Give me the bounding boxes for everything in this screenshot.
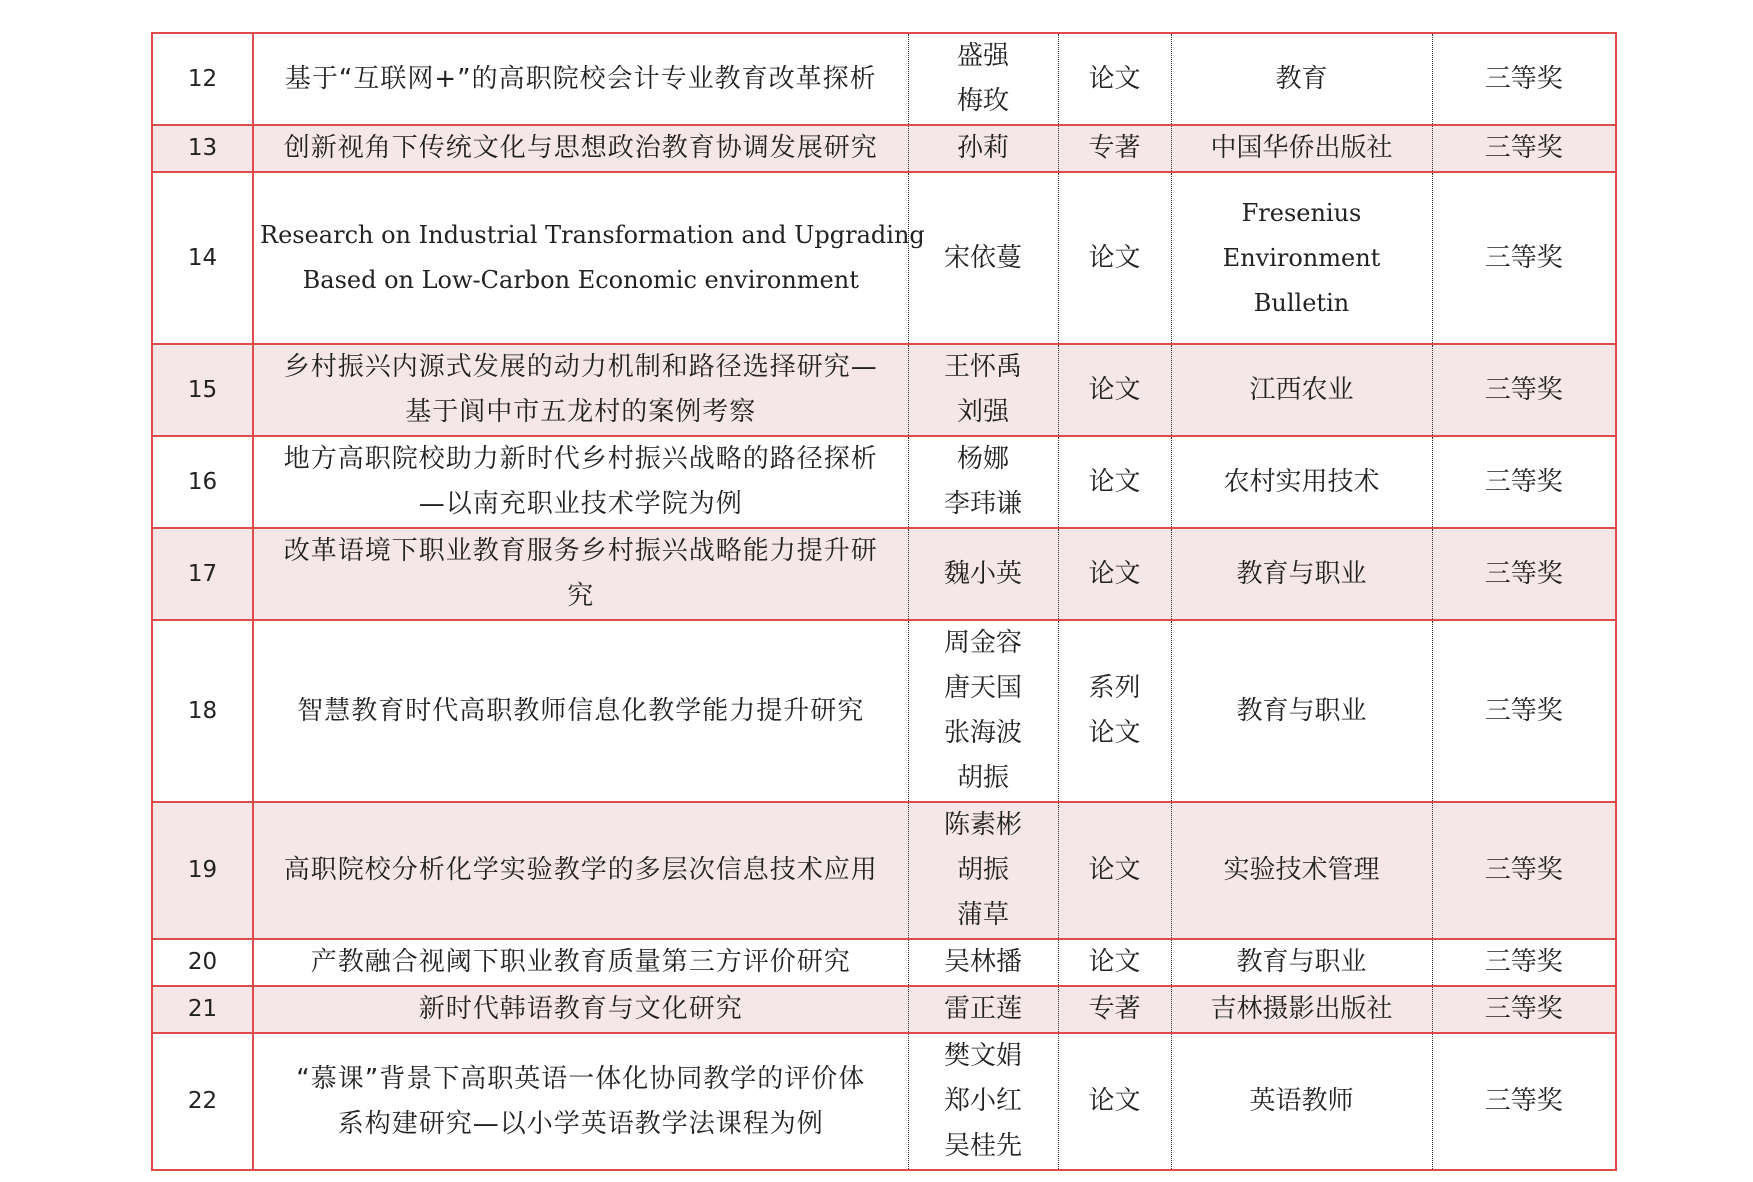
authors-line: 刘强: [956, 397, 1009, 427]
work-type: [1058, 986, 1171, 1033]
work-type-line: 论文: [1088, 63, 1141, 94]
authors: [908, 172, 1058, 344]
award-level: 三等奖: [1432, 939, 1616, 986]
work-type: [1058, 172, 1171, 344]
publisher-venue: [1171, 436, 1432, 528]
authors-line: 唐天国: [943, 673, 1022, 703]
work-type-line: 论文: [1088, 947, 1141, 977]
work-type-line: 专著: [1088, 994, 1141, 1024]
work-type: [1058, 939, 1171, 986]
publisher-venue-line: 江西农业: [1249, 374, 1354, 405]
table-row: [152, 125, 1616, 172]
authors-line: 李玮谦: [943, 489, 1022, 519]
authors-line: 孙莉: [956, 133, 1009, 163]
work-title-line: 创新视角下传统文化与思想政治教育协调发展研究: [283, 133, 878, 163]
table-row: [152, 172, 1616, 344]
authors-line: 魏小英: [943, 558, 1022, 589]
publisher-venue: [1171, 125, 1432, 172]
authors: [908, 528, 1058, 620]
table-row: [152, 344, 1616, 436]
work-type: [1058, 125, 1171, 172]
table-row: [152, 1033, 1616, 1170]
work-title-line: 基于“互联网+”的高职院校会计专业教育改革探析: [284, 63, 877, 94]
work-title-line: 地方高职院校助力新时代乡村振兴战略的路径探析: [283, 444, 878, 474]
row-number: 15: [152, 344, 253, 436]
authors: [908, 33, 1058, 125]
publisher-venue-line: 吉林摄影出版社: [1210, 994, 1393, 1024]
publisher-venue-line: 教育: [1275, 63, 1328, 94]
award-level: 三等奖: [1432, 344, 1616, 436]
authors-line: 雷正莲: [943, 994, 1022, 1024]
table-row: [152, 986, 1616, 1033]
work-title-line: “慕课”背景下高职英语一体化协同教学的评价体: [296, 1063, 866, 1094]
row-number: 22: [152, 1033, 253, 1170]
work-title-line: 究: [567, 581, 595, 611]
publisher-venue: [1171, 172, 1432, 344]
publisher-venue: [1171, 33, 1432, 125]
work-title: [253, 802, 908, 939]
work-type-line: 论文: [1088, 718, 1141, 748]
row-number: 18: [152, 620, 253, 802]
work-title-line: 高职院校分析化学实验教学的多层次信息技术应用: [283, 855, 878, 885]
work-title: [253, 1033, 908, 1170]
publisher-venue-line: Environment: [1222, 243, 1381, 272]
authors-line: 王怀禹: [943, 352, 1022, 382]
publisher-venue-line: Bulletin: [1253, 288, 1350, 317]
work-title: [253, 436, 908, 528]
work-title-line: —以南充职业技术学院为例: [418, 489, 743, 519]
work-title: [253, 986, 908, 1033]
authors-line: 郑小红: [943, 1086, 1022, 1116]
work-title: [253, 33, 908, 125]
award-level: 三等奖: [1432, 436, 1616, 528]
work-title-line: 改革语境下职业教育服务乡村振兴战略能力提升研: [283, 536, 878, 566]
authors-line: 胡振: [956, 763, 1009, 793]
table-row: [152, 802, 1616, 939]
authors-line: 周金容: [943, 628, 1022, 658]
publisher-venue-line: 农村实用技术: [1223, 466, 1380, 497]
work-title: [253, 620, 908, 802]
authors: [908, 1033, 1058, 1170]
work-type: [1058, 802, 1171, 939]
authors-line: 杨娜: [956, 444, 1009, 474]
publisher-venue-line: 实验技术管理: [1223, 855, 1380, 885]
work-title: [253, 125, 908, 172]
work-title: [253, 344, 908, 436]
table-row: [152, 436, 1616, 528]
work-title-line: 乡村振兴内源式发展的动力机制和路径选择研究—: [283, 352, 878, 382]
work-title-line: 基于阆中市五龙村的案例考察: [405, 397, 757, 427]
table-row: [152, 33, 1616, 125]
row-number: 17: [152, 528, 253, 620]
work-type-line: 论文: [1088, 558, 1141, 589]
work-title-line: Research on Industrial Transformation and Upgrading: [260, 221, 925, 249]
row-number: 14: [152, 172, 253, 344]
publisher-venue-line: 教育与职业: [1236, 695, 1367, 726]
authors-line: 樊文娟: [943, 1041, 1022, 1071]
table-row: [152, 939, 1616, 986]
award-level: 三等奖: [1432, 986, 1616, 1033]
work-title-line: 产教融合视阈下职业教育质量第三方评价研究: [310, 947, 851, 977]
work-title: [253, 528, 908, 620]
award-level: 三等奖: [1432, 33, 1616, 125]
authors: [908, 939, 1058, 986]
row-number: 21: [152, 986, 253, 1033]
publisher-venue-line: 中国华侨出版社: [1210, 133, 1393, 163]
authors: [908, 125, 1058, 172]
work-type: [1058, 620, 1171, 802]
work-type-line: 论文: [1088, 1086, 1141, 1116]
work-type-line: 论文: [1088, 242, 1141, 273]
award-level: 三等奖: [1432, 125, 1616, 172]
authors-line: 吴桂先: [943, 1131, 1022, 1161]
row-number: 19: [152, 802, 253, 939]
publisher-venue-line: Fresenius: [1241, 198, 1362, 227]
work-title-line: 系构建研究—以小学英语教学法课程为例: [337, 1108, 824, 1139]
work-type-line: 专著: [1088, 133, 1141, 163]
work-type-line: 系列: [1088, 673, 1141, 703]
publisher-venue: [1171, 939, 1432, 986]
awards-table: [151, 32, 1617, 1171]
authors-line: 陈素彬: [943, 810, 1022, 840]
authors: [908, 620, 1058, 802]
award-level: 三等奖: [1432, 1033, 1616, 1170]
row-number: 13: [152, 125, 253, 172]
work-type: [1058, 1033, 1171, 1170]
authors-line: 盛强: [956, 41, 1009, 71]
authors: [908, 802, 1058, 939]
authors-line: 胡振: [956, 855, 1009, 885]
publisher-venue-line: 教育与职业: [1236, 558, 1367, 589]
work-title-line: 新时代韩语教育与文化研究: [418, 994, 743, 1024]
work-title: [253, 939, 908, 986]
work-type: [1058, 33, 1171, 125]
authors-line: 蒲草: [956, 900, 1009, 930]
table-row: [152, 528, 1616, 620]
work-type: [1058, 436, 1171, 528]
work-type: [1058, 344, 1171, 436]
publisher-venue: [1171, 1033, 1432, 1170]
work-title-line: 智慧教育时代高职教师信息化教学能力提升研究: [297, 695, 865, 726]
award-level: 三等奖: [1432, 620, 1616, 802]
table-body: [152, 33, 1616, 1170]
authors: [908, 986, 1058, 1033]
work-type: [1058, 528, 1171, 620]
row-number: 20: [152, 939, 253, 986]
table-row: [152, 620, 1616, 802]
authors: [908, 344, 1058, 436]
publisher-venue: [1171, 802, 1432, 939]
authors-line: 宋依蔓: [943, 242, 1022, 273]
publisher-venue: [1171, 528, 1432, 620]
row-number: 16: [152, 436, 253, 528]
publisher-venue: [1171, 620, 1432, 802]
work-type-line: 论文: [1088, 374, 1141, 405]
work-title: [253, 172, 925, 344]
publisher-venue: [1171, 344, 1432, 436]
authors-line: 吴林播: [943, 947, 1022, 977]
authors-line: 张海波: [943, 718, 1022, 748]
authors: [908, 436, 1058, 528]
work-type-line: 论文: [1088, 466, 1141, 497]
work-title-line: Based on Low-Carbon Economic environment: [302, 266, 859, 294]
row-number: 12: [152, 33, 253, 125]
publisher-venue-line: 教育与职业: [1236, 947, 1367, 977]
award-level: 三等奖: [1432, 172, 1616, 344]
authors-line: 梅玫: [956, 86, 1009, 116]
publisher-venue: [1171, 986, 1432, 1033]
publisher-venue-line: 英语教师: [1249, 1086, 1354, 1116]
work-type-line: 论文: [1088, 855, 1141, 885]
award-level: 三等奖: [1432, 802, 1616, 939]
award-level: 三等奖: [1432, 528, 1616, 620]
